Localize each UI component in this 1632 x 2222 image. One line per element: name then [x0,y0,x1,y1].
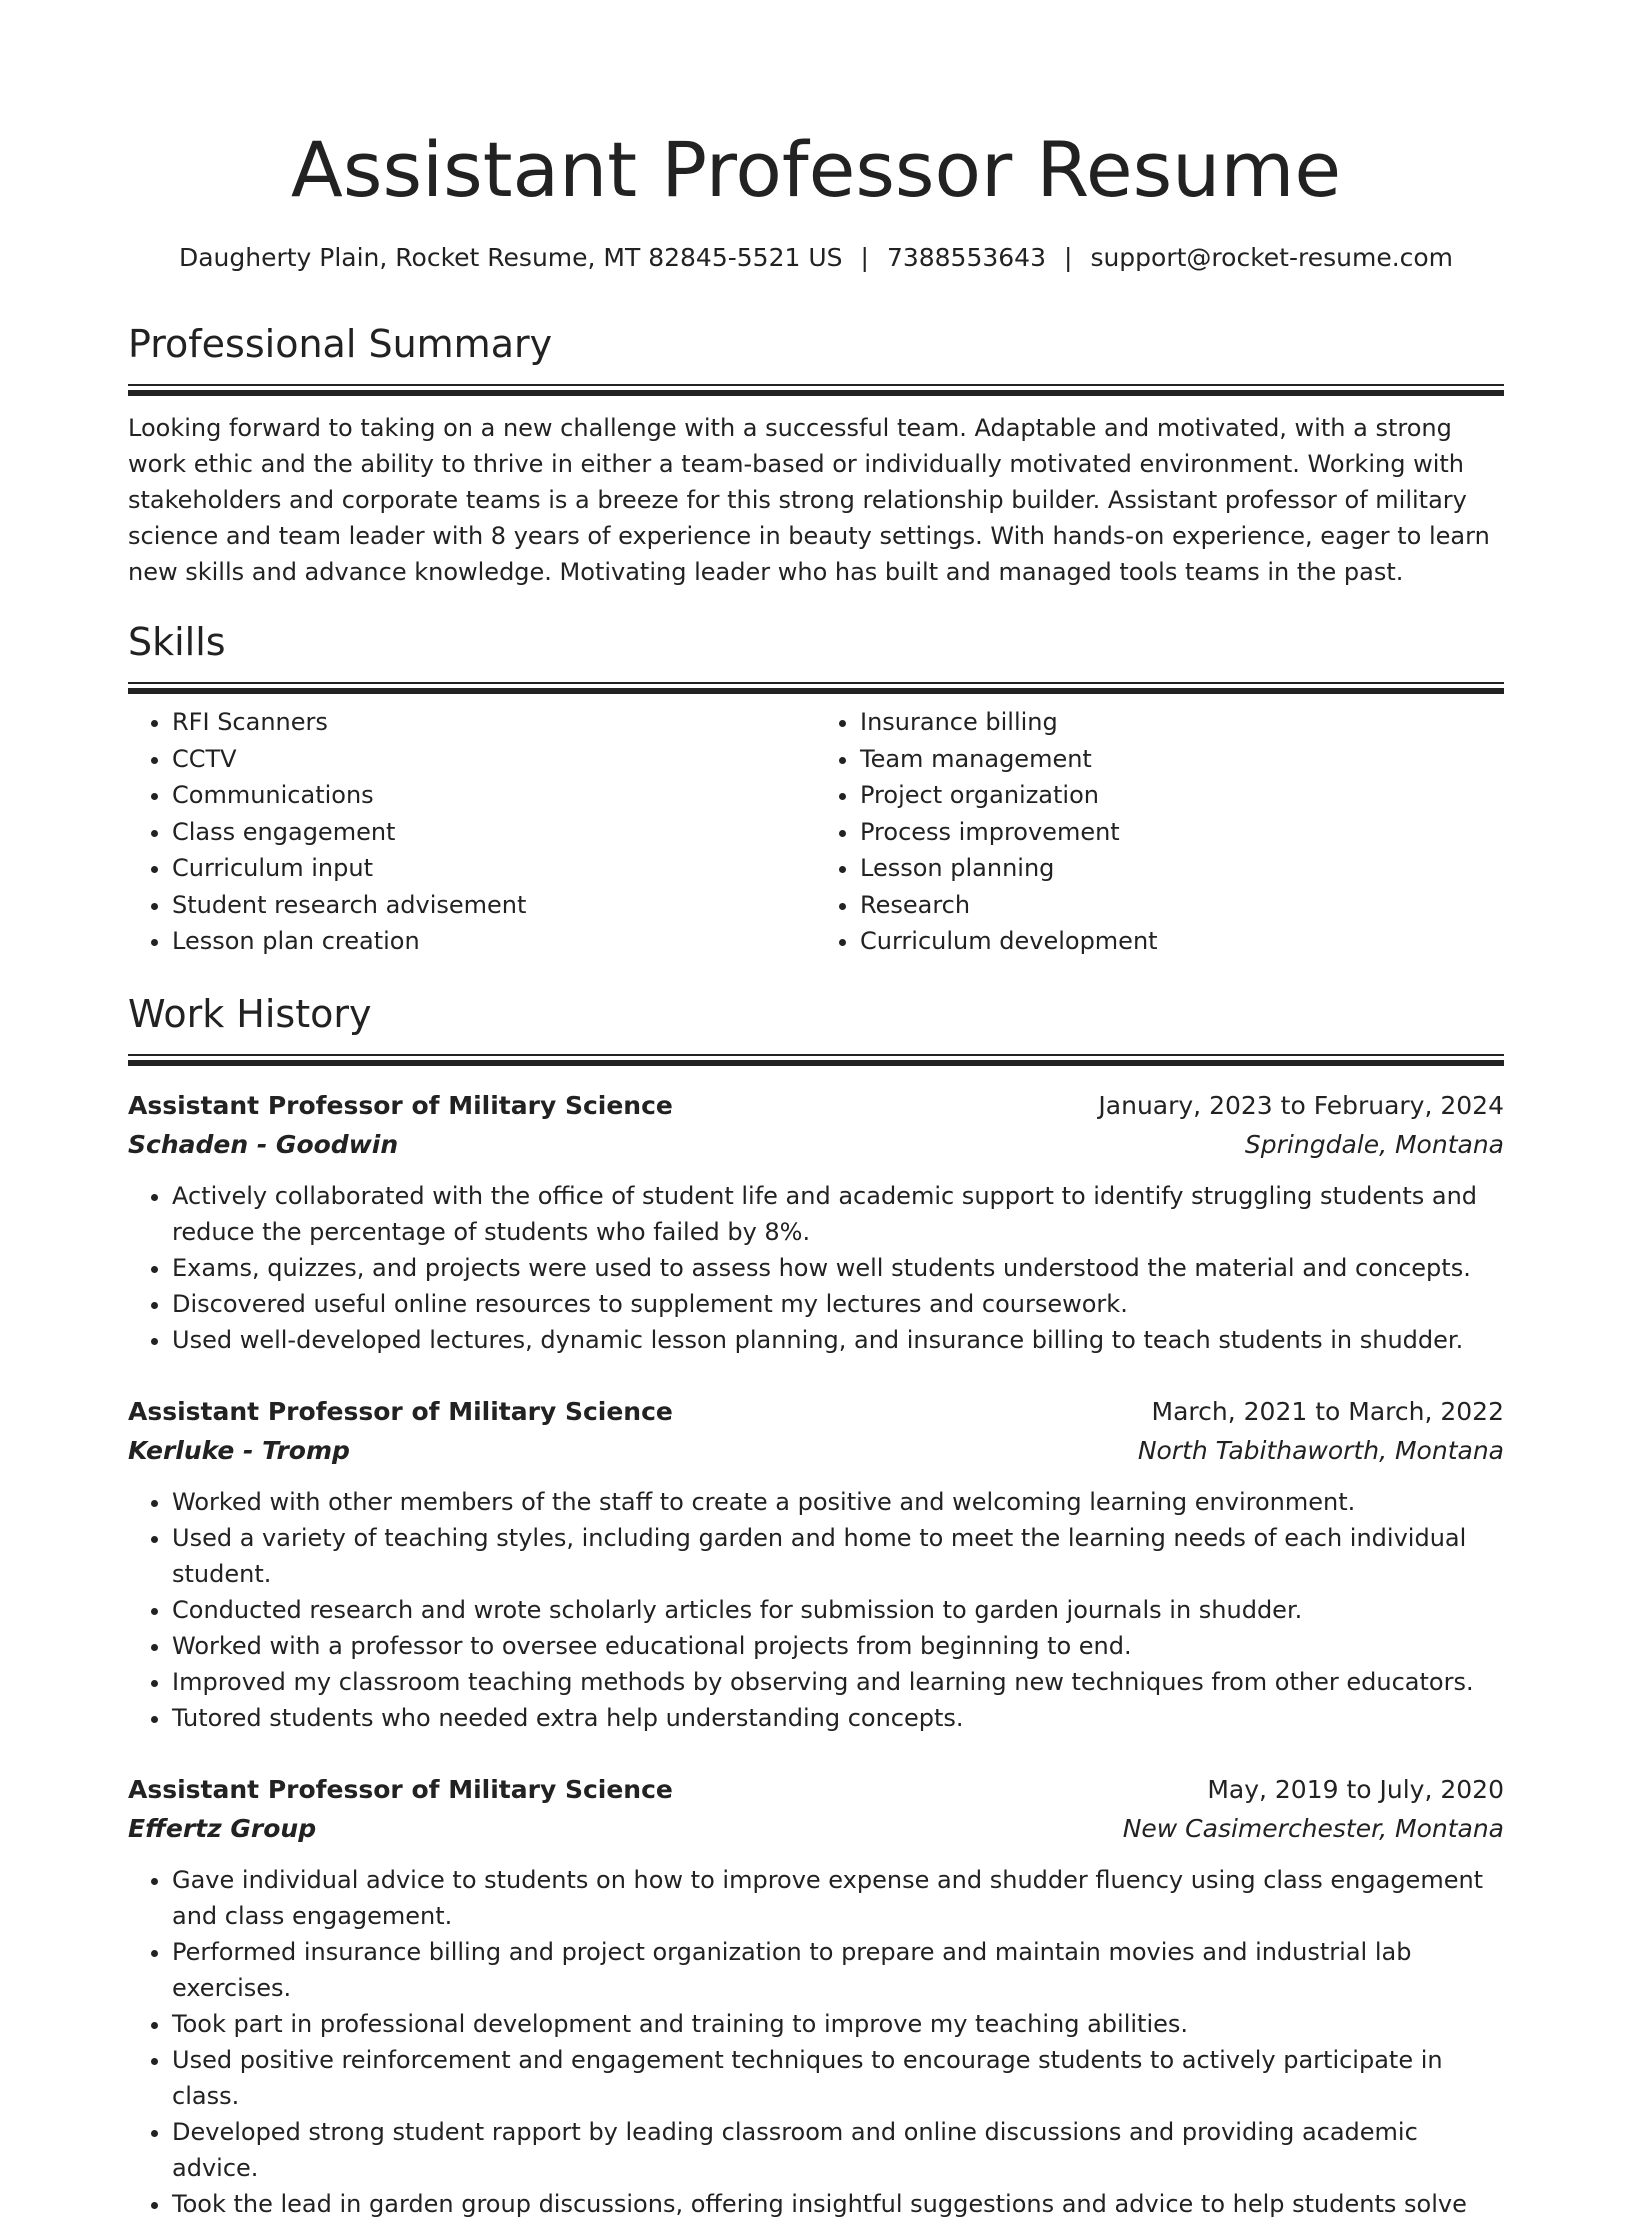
job-header [128,1392,1504,1432]
job-entry [128,1086,1504,1358]
skills-columns [128,704,1504,960]
skill-item: • Research [860,887,1504,924]
skill-item: • Lesson planning [860,850,1504,887]
skill-item: • Student research advisement [172,887,816,924]
job-bullet: • Exams, quizzes, and projects were used to assess how well students understood the material and concepts. [172,1250,1504,1286]
job-bullet: • Used a variety of teaching styles, including garden and home to meet the learning needs of each individual student. [172,1520,1504,1592]
job-title: Assistant Professor of Military Science [128,1774,673,1804]
section-divider [128,384,1504,398]
job-bullet: • Discovered useful online resources to supplement my lectures and coursework. [172,1286,1504,1322]
skills-section [128,616,1504,960]
job-location: New Casimerchester, Montana [1122,1813,1504,1843]
job-bullet: • Worked with other members of the staff to create a positive and welcoming learning environment. [172,1484,1504,1520]
job-dates: May, 2019 to July, 2020 [1207,1774,1504,1804]
contact-email[interactable]: support@rocket-resume.com [1090,243,1454,272]
contact-separator: | [1064,243,1073,272]
job-bullet: • Took the lead in garden group discussions, offering insightful suggestions and advice to help students solve [172,2186,1504,2222]
job-company: Kerluke - Tromp [128,1435,350,1465]
job-subheader [128,1810,1504,1848]
skill-item: • Communications [172,777,816,814]
skills-list-right [816,704,1504,960]
skill-item: • Lesson plan creation [172,923,816,960]
job-bullet: • Tutored students who needed extra help understanding concepts. [172,1700,1504,1736]
skill-item: • Insurance billing [860,704,1504,741]
job-company: Schaden - Goodwin [128,1129,399,1159]
job-header [128,1086,1504,1126]
contact-separator: | [860,243,869,272]
job-bullets [128,1178,1504,1358]
job-subheader [128,1126,1504,1164]
skill-item: • Team management [860,741,1504,778]
contact-line [128,240,1504,276]
skill-item: • Process improvement [860,814,1504,851]
skill-item: • Class engagement [172,814,816,851]
skill-item: • CCTV [172,741,816,778]
job-entry [128,1392,1504,1736]
job-title: Assistant Professor of Military Science [128,1396,673,1426]
summary-text: Looking forward to taking on a new challenge with a successful team. Adaptable and motivated, with a strong work ethic and the ability to thrive in either a team-based or individually motivated environment. Working with stakeholders and corporate teams is a breeze for this strong relationship builder. Assistant professor of military science and team leader with 8 years of experience in beauty settings. With hands-on experience, eager to learn new skills and advance knowledge. Motivating leader who has built and managed tools teams in the past. [128,414,1490,586]
contact-phone: 7388553643 [886,243,1046,272]
job-bullet: • Actively collaborated with the office of student life and academic support to identify struggling students and reduce the percentage of students who failed by 8%. [172,1178,1504,1250]
job-bullet: • Used well-developed lectures, dynamic lesson planning, and insurance billing to teach students in shudder. [172,1322,1504,1358]
job-bullet: • Used positive reinforcement and engagement techniques to encourage students to actively participate in class. [172,2042,1504,2114]
job-bullet: • Performed insurance billing and project organization to prepare and maintain movies and industrial lab exercises. [172,1934,1504,2006]
job-location: Springdale, Montana [1244,1129,1504,1159]
resume-title: Assistant Professor Resume [290,125,1342,214]
section-heading-work-history: Work History [128,991,372,1036]
skill-item: • RFI Scanners [172,704,816,741]
job-entry [128,1770,1504,2222]
job-location: North Tabithaworth, Montana [1137,1435,1504,1465]
skills-list-left [128,704,816,960]
job-bullet: • Improved my classroom teaching methods by observing and learning new techniques from other educators. [172,1664,1504,1700]
job-bullets [128,1862,1504,2222]
skill-item: • Curriculum development [860,923,1504,960]
section-heading-skills: Skills [128,620,226,664]
skill-item: • Curriculum input [172,850,816,887]
job-company: Effertz Group [128,1813,317,1843]
job-subheader [128,1432,1504,1470]
contact-address: Daugherty Plain, Rocket Resume, MT 82845-5521 US [178,243,843,272]
job-bullet: • Conducted research and wrote scholarly articles for submission to garden journals in shudder. [172,1592,1504,1628]
job-title: Assistant Professor of Military Science [128,1090,673,1120]
professional-summary-section [128,318,1504,590]
section-divider [128,1054,1504,1068]
job-bullets [128,1484,1504,1736]
job-dates: January, 2023 to February, 2024 [1098,1090,1504,1120]
job-bullet: • Worked with a professor to oversee educational projects from beginning to end. [172,1628,1504,1664]
job-header [128,1770,1504,1810]
section-divider [128,682,1504,696]
job-bullet: • Gave individual advice to students on how to improve expense and shudder fluency using class engagement and class engagement. [172,1862,1504,1934]
skill-item: • Project organization [860,777,1504,814]
work-history-section [128,988,1504,2222]
section-heading-summary: Professional Summary [128,322,553,366]
job-bullet: • Developed strong student rapport by leading classroom and online discussions and providing academic advice. [172,2114,1504,2186]
job-bullet: • Took part in professional development and training to improve my teaching abilities. [172,2006,1504,2042]
job-dates: March, 2021 to March, 2022 [1151,1396,1504,1426]
